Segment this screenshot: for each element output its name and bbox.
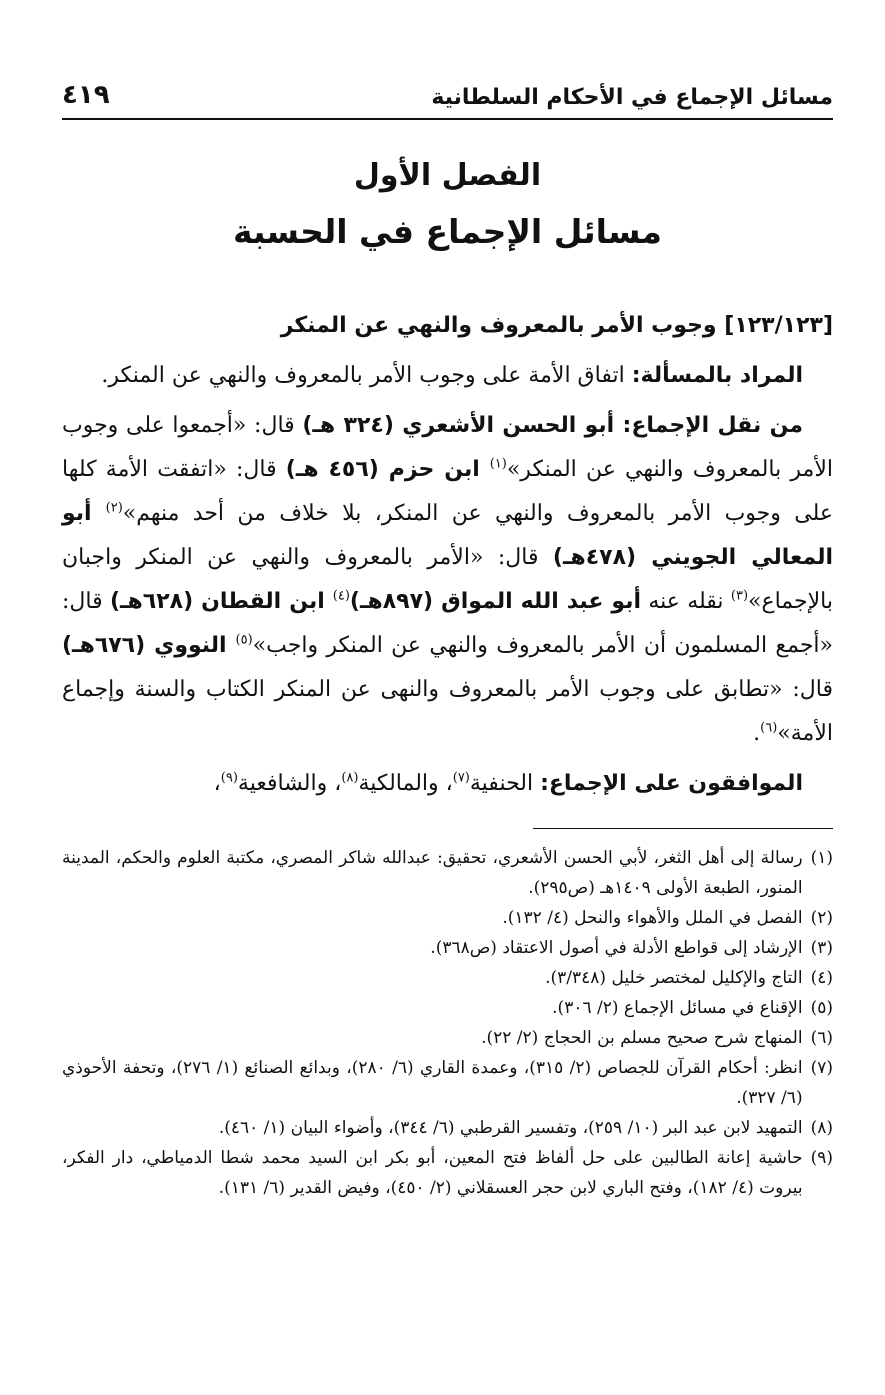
footnote-text: الفصل في الملل والأهواء والنحل (٤/ ١٣٢). — [502, 908, 803, 928]
footnotes-list — [62, 843, 833, 1203]
quote-text: قال: «اتفقت الأمة كلها على وجوب الأمر بالمعروف والنهي عن المنكر، بلا خلاف من أحد منهم» — [62, 457, 833, 526]
scholar-name: ابن القطان (٦٢٨هـ) — [109, 589, 333, 614]
footnote-marker[interactable]: (٢) — [105, 500, 123, 516]
section-heading: [١٢٣/١٢٣] وجوب الأمر بالمعروف والنهي عن المنكر — [280, 313, 833, 338]
chapter-subtitle: مسائل الإجماع في الحسبة — [233, 212, 662, 251]
footnote-number: (٨) — [810, 1118, 833, 1138]
school-text: ، والشافعية — [237, 771, 342, 796]
footnote-text: التاج والإكليل لمختصر خليل (٣/٣٤٨). — [545, 968, 803, 988]
paragraph-agreeing-schools — [62, 762, 833, 806]
footnote-item — [62, 1113, 833, 1143]
footnote-marker[interactable]: (١) — [489, 456, 507, 472]
footnote-item — [62, 903, 833, 933]
school-text: الحنفية — [469, 771, 541, 796]
footnote-marker[interactable]: (٥) — [235, 632, 253, 648]
footnote-text: الإقناع في مسائل الإجماع (٢/ ٣٠٦). — [552, 998, 803, 1018]
footnote-number: (٩) — [810, 1148, 833, 1168]
footnote-number: (٦) — [810, 1028, 833, 1048]
scholar-name: ابن حزم (٤٥٦ هـ) — [285, 457, 490, 482]
scholar-name: أبو المعالي الجويني (٤٧٨هـ) — [62, 501, 833, 570]
footnote-item — [62, 993, 833, 1023]
quote-text: قال: «الأمر بالمعروف والنهي عن المنكر واجبان بالإجماع» — [62, 545, 833, 614]
footnote-marker[interactable]: (٩) — [220, 770, 238, 786]
footnote-item — [62, 1023, 833, 1053]
chapter-title: الفصل الأول — [353, 158, 542, 193]
main-text — [62, 304, 833, 806]
scholar-name: أبو عبد الله المواق (٨٩٧هـ) — [349, 589, 642, 614]
sentence-end: . — [753, 721, 761, 746]
footnote-marker[interactable]: (٨) — [341, 770, 359, 786]
quote-text: قال: «أجمعوا على وجوب الأمر بالمعروف والنهي عن المنكر» — [62, 413, 833, 482]
running-title: مسائل الإجماع في الأحكام السلطانية — [431, 85, 833, 110]
scholar-name: أبو الحسن الأشعري (٣٢٤ هـ) — [302, 413, 623, 438]
footnote-item — [62, 843, 833, 903]
paragraph-definition — [62, 354, 833, 398]
footnote-number: (٤) — [810, 968, 833, 988]
footnote-text: رسالة إلى أهل الثغر، لأبي الحسن الأشعري، تحقيق: عبدالله شاكر المصري، مكتبة العلوم والحكم، المدينة المنور، الطبعة الأولى ١٤٠٩هـ (ص٢٩٥). — [62, 848, 803, 898]
footnote-marker[interactable]: (٣) — [730, 588, 749, 604]
footnote-item — [62, 933, 833, 963]
definition-text: اتفاق الأمة على وجوب الأمر بالمعروف والنهي عن المنكر. — [101, 363, 632, 388]
footnote-text: المنهاج شرح صحيح مسلم بن الحجاج (٢/ ٢٢). — [481, 1028, 803, 1048]
footnote-item — [62, 1143, 833, 1203]
footnote-text: الإرشاد إلى قواطع الأدلة في أصول الاعتقاد (ص٣٦٨). — [430, 938, 803, 958]
footnote-item — [62, 963, 833, 993]
footnote-number: (٥) — [810, 998, 833, 1018]
page-number: ٤١٩ — [62, 80, 110, 110]
footnote-number: (٣) — [810, 938, 833, 958]
footnote-divider — [533, 828, 833, 829]
definition-label: المراد بالمسألة: — [631, 363, 803, 388]
footnote-marker[interactable]: (٦) — [760, 720, 778, 736]
footnote-text: انظر: أحكام القرآن للجصاص (٢/ ٣١٥)، وعمدة القاري (٦/ ٢٨٠)، وبدائع الصنائع (١/ ٢٧٦)، وتحفة الأحوذي (٦/ ٣٢٧). — [62, 1058, 803, 1108]
school-text: ، — [213, 771, 221, 796]
header-divider — [62, 118, 833, 120]
paragraph-consensus-transmitters — [62, 404, 833, 756]
footnote-text: حاشية إعانة الطالبين على حل ألفاظ فتح المعين، أبو بكر ابن السيد محمد شطا الدمياطي، دار الفكر، بيروت (٤/ ١٨٢)، وفتح الباري لابن حجر العسقلاني (٢/ ٤٥٠)، وفيض القدير (٦/ ١٣١). — [62, 1148, 803, 1198]
quote-text: قال: «أجمع المسلمون أن الأمر بالمعروف والنهي عن المنكر واجب» — [62, 589, 833, 658]
quote-text: نقله عنه — [641, 589, 731, 614]
footnote-number: (٢) — [810, 908, 833, 928]
footnote-number: (١) — [810, 848, 833, 868]
chapter-heading — [62, 150, 833, 262]
transmitters-label: من نقل الإجماع: — [622, 413, 803, 438]
footnote-text: التمهيد لابن عبد البر (١٠/ ٢٥٩)، وتفسير القرطبي (٦/ ٣٤٤)، وأضواء البيان (١/ ٤٦٠). — [218, 1118, 803, 1138]
book-page — [62, 60, 833, 1355]
scholar-name: النووي (٦٧٦هـ) — [62, 633, 236, 658]
footnote-marker[interactable]: (٤) — [332, 588, 350, 604]
footnote-number: (٧) — [810, 1058, 833, 1078]
quote-text: قال: «تطابق على وجوب الأمر بالمعروف والنهى عن المنكر الكتاب والسنة وإجماع الأمة» — [62, 677, 833, 746]
footnote-item — [62, 1053, 833, 1113]
school-text: ، والمالكية — [358, 771, 453, 796]
running-header — [62, 60, 833, 110]
agreeing-label: الموافقون على الإجماع: — [540, 771, 803, 796]
footnote-marker[interactable]: (٧) — [452, 770, 470, 786]
